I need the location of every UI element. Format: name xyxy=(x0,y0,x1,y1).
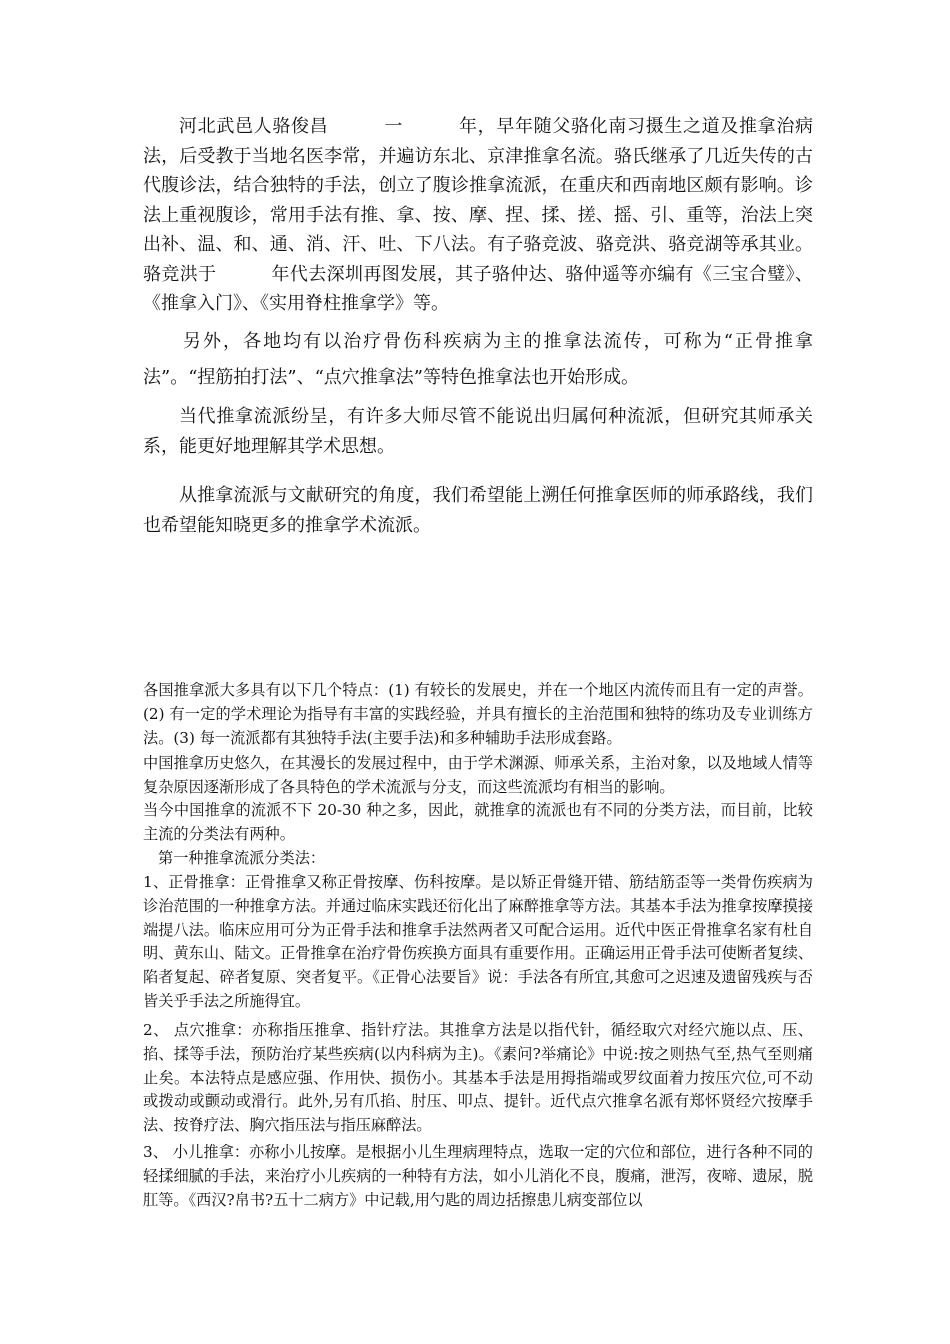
heading-first-classification: 第一种推拿流派分类法： xyxy=(158,849,326,867)
list-item-bone-setting-massage: 1、正骨推拿：正骨推拿又称正骨按摩、伤科按摩。是以矫正骨缝开错、筋结筋歪等一类骨伤疾病为诊治范围的一种推拿方法。并通过临床实践还衍化出了麻醉推拿等方法。其基本手法为推拿按摩摸接端提八法。临床应用可分为正骨手法和推拿手法然两者又可配合运用。近代中医正骨推拿名家有杜自明、黄东山、陆文。正骨推拿在治疗骨伤疾换方面具有重要作用。正确运用正骨手法可使断者复续、陷者复起、碎者复原、突者复平。《正骨心法要旨》说：手法各有所宜,其愈可之迟速及遗留残疾与否皆关乎手法之所施得宜。 xyxy=(143,873,813,1010)
paragraph-classification-count: 当今中国推拿的流派不下 20-30 种之多，因此，就推拿的流派也有不同的分类方法，而目前，比较主流的分类法有两种。 xyxy=(143,801,813,843)
paragraph-chinese-history: 中国推拿历史悠久，在其漫长的发展过程中，由于学术渊源、师承关系，主治对象，以及地域人情等复杂原因逐渐形成了各具特色的学术流派与分支，而这些流派均有相当的影响。 xyxy=(143,754,813,796)
list-item-pediatric-massage: 3、 小儿推拿：亦称小儿按摩。是根据小儿生理病理特点，选取一定的穴位和部位，进行各种不同的轻揉细腻的手法，来治疗小儿疾病的一种特有方法，如小儿消化不良，腹痛，泄泻，夜啼、遗尿，脱肛等。《西汉?帛书?五十二病方》中记载,用勺匙的周边括擦患儿病变部位以 xyxy=(143,1143,813,1209)
paragraph-bone-setting: 另外，各地均有以治疗骨伤科疾病为主的推拿法流传，可称为“正骨推拿法”。“捏筋拍打法”、“点穴推拿法”等特色推拿法也开始形成。 xyxy=(143,331,813,388)
paragraph-school-features: 各国推拿派大多具有以下几个特点：(1) 有较长的发展史，并在一个地区内流传而且有一定的声誉。(2) 有一定的学术理论为指导有丰富的实践经验，并具有擅长的主治范围和独特的练功及专业训练方法。(3) 每一流派都有其独特手法(主要手法)和多种辅助手法形成套路。 xyxy=(143,681,813,747)
paragraph-contemporary-schools: 当代推拿流派纷呈，有许多大师尽管不能说出归属何种流派，但研究其师承关系，能更好地理解其学术思想。 xyxy=(143,406,813,457)
paragraph-research-angle: 从推拿流派与文献研究的角度，我们希望能上溯任何推拿医师的师承路线，我们也希望能知晓更多的推拿学术流派。 xyxy=(143,485,813,536)
paragraph-luo-school: 河北武邑人骆俊昌 一 年，早年随父骆化南习摄生之道及推拿治病法，后受教于当地名医李常，并遍访东北、京津推拿名流。骆氏继承了几近失传的古代腹诊法，结合独特的手法，创立了腹诊推拿流派，在重庆和西南地区颇有影响。诊法上重视腹诊，常用手法有推、拿、按、摩、捏、揉、搓、摇、引、重等，治法上突出补、温、和、通、消、汗、吐、下八法。有子骆竞波、骆竞洪、骆竞湖等承其业。骆竞洪于 年代去深圳再图发展，其子骆仲达、骆仲遥等亦编有《三宝合璧》、《推拿入门》、《实用脊柱推拿学》等。 xyxy=(143,116,813,314)
list-item-acupoint-massage: 2、 点穴推拿：亦称指压推拿、指针疗法。其推拿方法是以指代针，循经取穴对经穴施以点、压、掐、揉等手法，预防治疗某些疾病(以内科病为主)。《素问?举痛论》中说:按之则热气至,热气至则痛止矣。本法特点是感应强、作用快、损伤小。其基本手法是用拇指端或罗纹面着力按压穴位,可不动或拨动或颤动或滑行。此外,另有爪掐、肘压、叩点、提针。近代点穴推拿名派有郑怀贤经穴按摩手法、按脊疗法、胸穴指压法与指压麻醉法。 xyxy=(143,1021,813,1135)
